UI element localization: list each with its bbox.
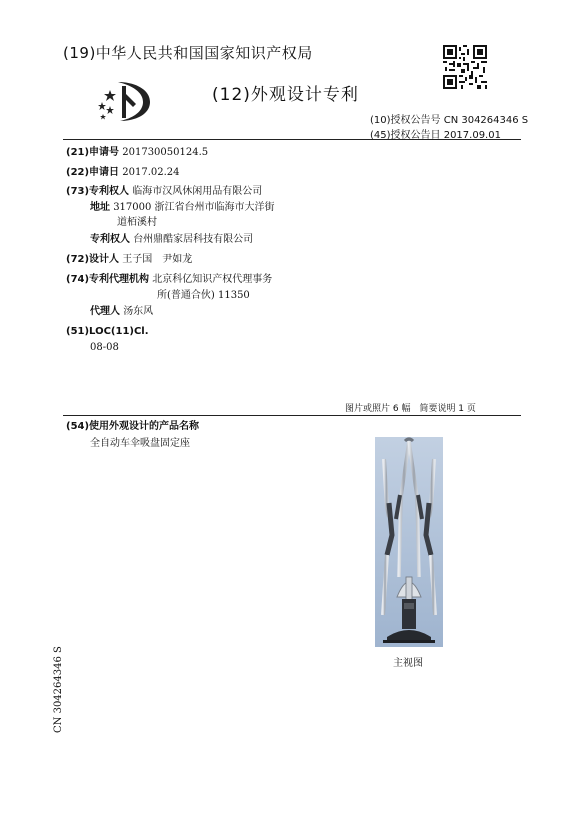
designer-label: (72)设计人 (66, 254, 120, 265)
product-name-heading: (54)使用外观设计的产品名称 (66, 421, 200, 432)
address-row (90, 201, 275, 214)
agent-label: 代理人 (90, 306, 120, 317)
designer: 王子国 尹如龙 (122, 254, 193, 265)
image-page-counts: 图片或照片 6 幅 简要说明 1 页 (345, 404, 476, 414)
product-name-label (66, 420, 199, 433)
application-number-row (66, 146, 208, 159)
filing-date-label: (22)申请日 (66, 167, 120, 178)
patentee2: 台州鼎酷家居科技有限公司 (133, 234, 254, 245)
patent-type-title: (12)外观设计专利 (212, 85, 359, 105)
publication-number: (10)授权公告号 CN 304264346 S (370, 115, 529, 126)
agent-row (90, 305, 153, 318)
loc-class-label: (51)LOC(11)Cl. (66, 326, 149, 337)
designer-row (66, 253, 192, 266)
patentee: 临海市汉风休闲用品有限公司 (132, 186, 263, 197)
patentee-label: (73)专利权人 (66, 186, 130, 197)
agency-label: (74)专利代理机构 (66, 274, 150, 285)
patentee-row (66, 185, 262, 198)
header-divider (63, 139, 521, 140)
publication-date: (45)授权公告日 2017.09.01 (370, 130, 501, 141)
patentee2-label: 专利权人 (90, 234, 130, 245)
cnipa-logo (96, 80, 154, 122)
qr-code (443, 45, 487, 89)
loc-class-value: 08-08 (90, 342, 119, 353)
application-number-label: (21)申请号 (66, 147, 120, 158)
figure-caption: 主视图 (393, 658, 423, 669)
agency-line-2: 所(普通合伙) 11350 (157, 290, 250, 301)
filing-date-row (66, 166, 180, 179)
issuing-office: (19)中华人民共和国国家知识产权局 (63, 44, 313, 62)
patentee2-row (90, 233, 253, 246)
side-publication-number: CN 304264346 S (53, 646, 64, 733)
loc-class-row (66, 325, 149, 338)
address-line-2: 道栢溪村 (117, 217, 157, 228)
agency-line-1: 北京科亿知识产权代理事务 (152, 274, 273, 285)
summary-divider (63, 415, 521, 416)
address-line-1: 317000 浙江省台州市临海市大洋街 (113, 202, 275, 213)
agent: 汤东风 (123, 306, 154, 317)
product-name: 全自动车伞吸盘固定座 (90, 438, 190, 449)
front-view-drawing (375, 437, 443, 647)
filing-date: 2017.02.24 (122, 167, 180, 178)
agency-row (66, 273, 272, 286)
address-label: 地址 (90, 202, 110, 213)
application-number: 201730050124.5 (122, 147, 209, 158)
